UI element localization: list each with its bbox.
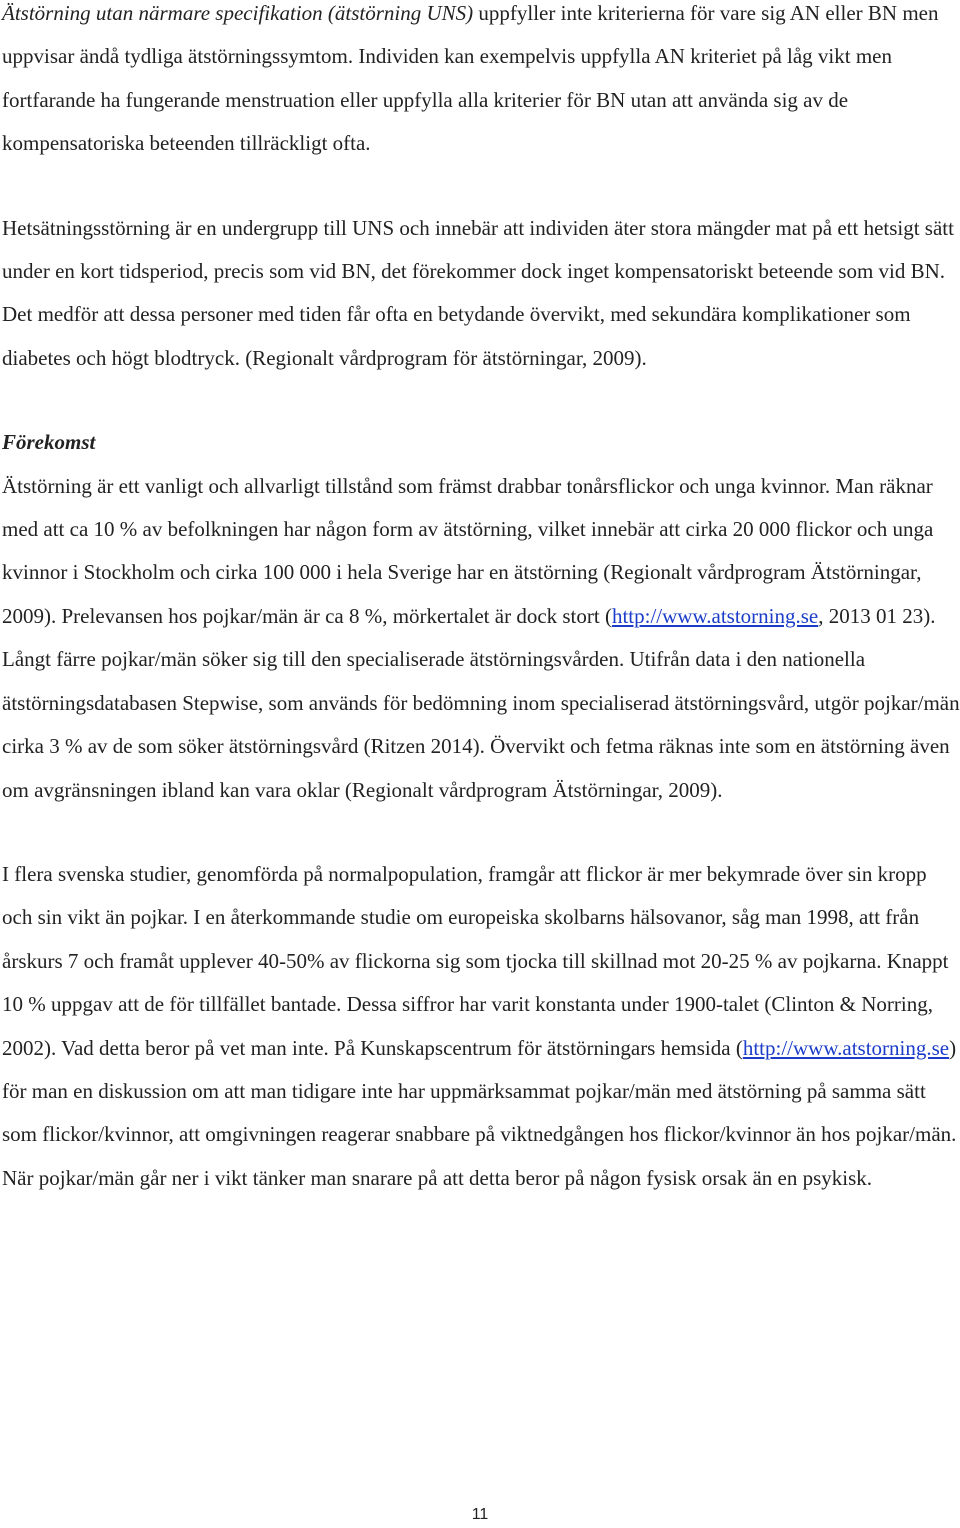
section-heading-forekomst: Förekomst (2, 430, 96, 455)
uns-definition-text: uppfyller inte kriterierna för vare sig AN eller BN men uppvisar ändå tydliga ätstörningssymtom. Individen kan exempelvis uppfylla AN kriteriet på låg vikt men fortfarande ha fungerande menstruation eller uppfylla alla kriterier för BN utan att använda sig av de kompensatoriska beteenden tillräckligt ofta. (2, 1, 939, 156)
studies-text-2: ) för man en diskussion om att man tidigare inte har uppmärksammat pojkar/män med ätstörning på samma sätt som flickor/kvinnor, att omgivningen reagerar snabbare på viktnedgången hos flickor/kvinnor än hos pojkar/män. När pojkar/män går ner i vikt tänker man snarare på att detta beror på någon fysisk orsak än en psykisk. (2, 1035, 957, 1190)
paragraph-binge-eating: Hetsätningsstörning är en undergrupp till UNS och innebär att individen äter stora mängder mat på ett hetsigt sätt under en kort tidsperiod, precis som vid BN, det förekommer dock inget kompensatoriskt beteende som vid BN. Det medför att dessa personer med tiden får ofta en betydande övervikt, med sekundära komplikationer som diabetes och högt blodtryck. (Regionalt vårdprogram för ätstörningar, 2009). (2, 215, 954, 370)
atstorning-link[interactable]: http://www.atstorning.se (611, 603, 819, 628)
document-page (2, 0, 960, 1200)
uns-term: Ätstörning utan närmare specifikation (ätstörning UNS) (2, 1, 474, 25)
prevalence-text-2: , 2013 01 23). Långt färre pojkar/män söker sig till den specialiserade ätstörningsvården. Utifrån data i den nationella ätstörningsdatabasen Stepwise, som används för bedömning inom specialiserad ätstörningsvård, utgör pojkar/män cirka 3 % av de som söker ätstörningsvård (Ritzen 2014). Övervikt och fetma räknas inte som en ätstörning även om avgränsningen ibland kan vara oklar (Regionalt vårdprogram Ätstörningar, 2009). (2, 603, 960, 802)
kunskapscentrum-link[interactable]: http://www.atstorning.se (742, 1035, 950, 1060)
paragraph-prevalence (2, 465, 960, 812)
page-number: 11 (471, 1506, 489, 1523)
paragraph-studies (2, 853, 960, 1200)
paragraph-uns-definition (2, 0, 960, 166)
prevalence-text-1: Ätstörning är ett vanligt och allvarligt tillstånd som främst drabbar tonårsflickor och unga kvinnor. Man räknar med att ca 10 % av befolkningen har någon form av ätstörning, vilket innebär att cirka 20 000 flickor och unga kvinnor i Stockholm och cirka 100 000 i hela Sverige har en ätstörning (Regionalt vårdprogram Ätstörningar, 2009). Prelevansen hos pojkar/män är ca 8 %, mörkertalet är dock stort ( (2, 473, 934, 628)
studies-text-1: I flera svenska studier, genomförda på normalpopulation, framgår att flickor är mer bekymrade över sin kropp och sin vikt än pojkar. I en återkommande studie om europeiska skolbarns hälsovanor, såg man 1998, att från årskurs 7 och framåt upplever 40-50% av flickorna sig som tjocka till skillnad mot 20-25 % av pojkarna. Knappt 10 % uppgav att de för tillfället bantade. Dessa siffror har varit konstanta under 1900-talet (Clinton & Norring, 2002). Vad detta beror på vet man inte. På Kunskapscentrum för ätstörningars hemsida ( (2, 861, 949, 1060)
